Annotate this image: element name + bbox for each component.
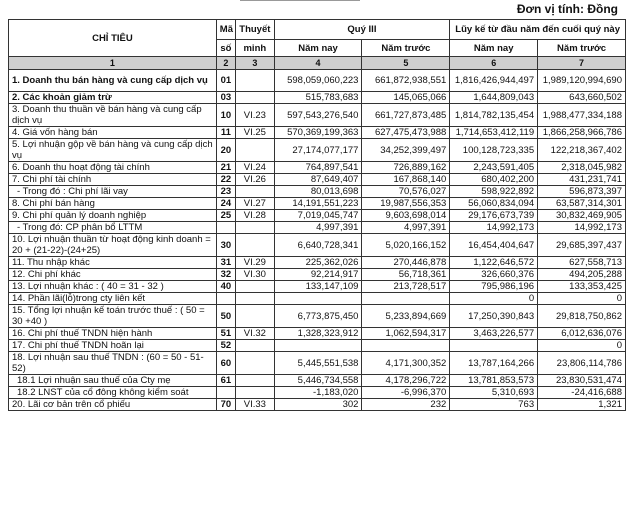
row-quarter-last-year: 4,997,391: [362, 222, 450, 234]
row-ytd-last-year: -24,416,688: [538, 387, 626, 399]
row-quarter-this-year: [274, 293, 362, 305]
row-ytd-this-year: 1,714,653,412,119: [450, 127, 538, 139]
row-ytd-last-year: 23,806,114,786: [538, 352, 626, 375]
row-code: 01: [216, 70, 235, 92]
row-note: VI.25: [236, 127, 275, 139]
row-note: [236, 222, 275, 234]
header-this-year-ytd: Năm nay: [450, 40, 538, 57]
row-item-label: 5. Lợi nhuận gộp về bán hàng và cung cấp dịch vụ: [9, 139, 217, 162]
row-note: VI.33: [236, 399, 275, 411]
row-ytd-last-year: 1,321: [538, 399, 626, 411]
row-quarter-this-year: 92,214,917: [274, 269, 362, 281]
table-row: [9, 70, 626, 92]
row-note: VI.29: [236, 257, 275, 269]
row-quarter-this-year: 87,649,407: [274, 174, 362, 186]
row-code: 11: [216, 127, 235, 139]
row-code: 70: [216, 399, 235, 411]
row-note: VI.27: [236, 198, 275, 210]
row-item-label: 4. Giá vốn hàng bán: [9, 127, 217, 139]
header-note-top: Thuyết: [236, 20, 275, 40]
row-quarter-last-year: 145,065,066: [362, 92, 450, 104]
row-ytd-last-year: 2,318,045,982: [538, 162, 626, 174]
row-ytd-this-year: 13,781,853,573: [450, 375, 538, 387]
row-ytd-last-year: 627,558,713: [538, 257, 626, 269]
table-body: [9, 70, 626, 411]
table-row: [9, 198, 626, 210]
table-row: [9, 340, 626, 352]
header-note-bottom: minh: [236, 40, 275, 57]
table-row: [9, 222, 626, 234]
row-item-label: - Trong đó: CP phân bổ LTTM: [9, 222, 217, 234]
row-ytd-last-year: 643,660,502: [538, 92, 626, 104]
row-note: [236, 305, 275, 328]
row-ytd-this-year: 326,660,376: [450, 269, 538, 281]
row-code: 10: [216, 104, 235, 127]
row-quarter-last-year: 4,171,300,352: [362, 352, 450, 375]
row-code: 52: [216, 340, 235, 352]
row-quarter-this-year: 598,059,060,223: [274, 70, 362, 92]
row-item-label: 12. Chi phí khác: [9, 269, 217, 281]
header-this-year: Năm nay: [274, 40, 362, 57]
row-code: 21: [216, 162, 235, 174]
header-code-bottom: số: [216, 40, 235, 57]
row-code: 51: [216, 328, 235, 340]
row-ytd-last-year: 0: [538, 293, 626, 305]
row-quarter-this-year: 5,445,551,538: [274, 352, 362, 375]
row-ytd-this-year: 1,644,809,043: [450, 92, 538, 104]
row-note: [236, 387, 275, 399]
table-row: [9, 92, 626, 104]
row-note: VI.26: [236, 174, 275, 186]
row-ytd-this-year: 16,454,404,647: [450, 234, 538, 257]
row-quarter-last-year: 167,868,140: [362, 174, 450, 186]
row-quarter-last-year: 70,576,027: [362, 186, 450, 198]
row-quarter-this-year: 5,446,734,558: [274, 375, 362, 387]
row-ytd-this-year: 0: [450, 293, 538, 305]
row-ytd-last-year: 1,988,477,334,188: [538, 104, 626, 127]
row-ytd-this-year: 2,243,591,405: [450, 162, 538, 174]
row-quarter-last-year: 213,728,517: [362, 281, 450, 293]
row-note: VI.23: [236, 104, 275, 127]
row-ytd-this-year: 763: [450, 399, 538, 411]
row-code: [216, 222, 235, 234]
table-row: [9, 293, 626, 305]
table-row: [9, 305, 626, 328]
row-code: 03: [216, 92, 235, 104]
row-item-label: 11. Thu nhập khác: [9, 257, 217, 269]
row-note: [236, 340, 275, 352]
row-item-label: 13. Lợi nhuận khác : ( 40 = 31 - 32 ): [9, 281, 217, 293]
table-row: [9, 234, 626, 257]
row-note: [236, 281, 275, 293]
income-statement-table: [8, 19, 626, 411]
row-ytd-this-year: 17,250,390,843: [450, 305, 538, 328]
row-quarter-this-year: 80,013,698: [274, 186, 362, 198]
top-cropped-line: [240, 0, 360, 4]
row-code: 40: [216, 281, 235, 293]
row-item-label: 2. Các khoản giảm trừ: [9, 92, 217, 104]
header-item: CHỈ TIÊU: [9, 20, 217, 57]
table-row: [9, 162, 626, 174]
row-quarter-this-year: 225,362,026: [274, 257, 362, 269]
row-item-label: 18.2 LNST của cổ đông không kiểm soát: [9, 387, 217, 399]
col-number: 7: [538, 57, 626, 70]
row-item-label: 3. Doanh thu thuần về bán hàng và cung cấp dịch vụ: [9, 104, 217, 127]
row-ytd-last-year: 431,231,741: [538, 174, 626, 186]
row-quarter-this-year: 570,369,199,363: [274, 127, 362, 139]
row-quarter-last-year: 9,603,698,014: [362, 210, 450, 222]
row-item-label: 6. Doanh thu hoạt động tài chính: [9, 162, 217, 174]
table-row: [9, 281, 626, 293]
table-row: [9, 352, 626, 375]
row-quarter-this-year: 14,191,551,223: [274, 198, 362, 210]
col-number: 6: [450, 57, 538, 70]
row-quarter-last-year: 4,178,296,722: [362, 375, 450, 387]
row-quarter-last-year: 661,872,938,551: [362, 70, 450, 92]
row-quarter-this-year: 302: [274, 399, 362, 411]
row-ytd-this-year: 14,992,173: [450, 222, 538, 234]
row-item-label: 20. Lãi cơ bản trên cổ phiếu: [9, 399, 217, 411]
row-quarter-this-year: -1,183,020: [274, 387, 362, 399]
table-row: [9, 139, 626, 162]
row-quarter-last-year: 270,446,878: [362, 257, 450, 269]
row-quarter-this-year: 6,640,728,341: [274, 234, 362, 257]
row-ytd-last-year: 6,012,636,076: [538, 328, 626, 340]
row-note: [236, 234, 275, 257]
row-ytd-last-year: 30,832,469,905: [538, 210, 626, 222]
row-code: 50: [216, 305, 235, 328]
row-code: [216, 293, 235, 305]
row-ytd-this-year: 100,128,723,335: [450, 139, 538, 162]
row-quarter-last-year: 19,987,556,353: [362, 198, 450, 210]
row-note: VI.32: [236, 328, 275, 340]
col-number: 1: [9, 57, 217, 70]
row-note: [236, 92, 275, 104]
row-code: 60: [216, 352, 235, 375]
col-number: 3: [236, 57, 275, 70]
row-note: [236, 375, 275, 387]
row-ytd-last-year: 14,992,173: [538, 222, 626, 234]
row-quarter-this-year: 27,174,077,177: [274, 139, 362, 162]
row-item-label: 18. Lợi nhuận sau thuế TNDN : (60 = 50 - 51-52): [9, 352, 217, 375]
row-ytd-last-year: 29,685,397,437: [538, 234, 626, 257]
col-number: 4: [274, 57, 362, 70]
row-note: [236, 139, 275, 162]
row-ytd-this-year: 3,463,226,577: [450, 328, 538, 340]
row-ytd-this-year: 1,814,782,135,454: [450, 104, 538, 127]
row-note: [236, 293, 275, 305]
row-ytd-this-year: 598,922,892: [450, 186, 538, 198]
table-row: [9, 328, 626, 340]
row-ytd-last-year: 1,989,120,994,690: [538, 70, 626, 92]
row-quarter-this-year: 764,897,541: [274, 162, 362, 174]
row-quarter-this-year: 7,019,045,747: [274, 210, 362, 222]
header-ytd: Lũy kế từ đầu năm đến cuối quý này: [450, 20, 626, 40]
row-item-label: 7. Chi phí tài chính: [9, 174, 217, 186]
row-ytd-last-year: 1,866,258,966,786: [538, 127, 626, 139]
row-note: VI.30: [236, 269, 275, 281]
row-ytd-last-year: 63,587,314,301: [538, 198, 626, 210]
unit-label: Đơn vị tính: Đồng: [516, 2, 618, 16]
row-note: [236, 186, 275, 198]
row-quarter-this-year: 6,773,875,450: [274, 305, 362, 328]
row-code: 30: [216, 234, 235, 257]
table-row: [9, 387, 626, 399]
col-number: 5: [362, 57, 450, 70]
table-row: [9, 127, 626, 139]
row-code: 61: [216, 375, 235, 387]
row-quarter-this-year: [274, 340, 362, 352]
row-quarter-last-year: 1,062,594,317: [362, 328, 450, 340]
row-item-label: - Trong đó : Chi phí lãi vay: [9, 186, 217, 198]
row-ytd-this-year: 1,816,426,944,497: [450, 70, 538, 92]
col-number: 2: [216, 57, 235, 70]
row-note: VI.28: [236, 210, 275, 222]
row-item-label: 14. Phần lãi(lỗ)trong cty liên kết: [9, 293, 217, 305]
row-ytd-last-year: 133,353,425: [538, 281, 626, 293]
row-quarter-this-year: 515,783,683: [274, 92, 362, 104]
row-code: 25: [216, 210, 235, 222]
table-row: [9, 174, 626, 186]
row-item-label: 8. Chi phí bán hàng: [9, 198, 217, 210]
row-item-label: 16. Chi phí thuế TNDN hiện hành: [9, 328, 217, 340]
row-item-label: 17. Chi phí thuế TNDN hoãn lại: [9, 340, 217, 352]
row-item-label: 15. Tổng lợi nhuận kế toán trước thuế : ( 50 = 30 +40 ): [9, 305, 217, 328]
row-quarter-last-year: 627,475,473,988: [362, 127, 450, 139]
row-ytd-this-year: 56,060,834,094: [450, 198, 538, 210]
row-quarter-last-year: -6,996,370: [362, 387, 450, 399]
row-ytd-this-year: 5,310,693: [450, 387, 538, 399]
row-ytd-last-year: 29,818,750,862: [538, 305, 626, 328]
row-quarter-last-year: 5,020,166,152: [362, 234, 450, 257]
row-code: [216, 387, 235, 399]
table-row: [9, 257, 626, 269]
table-row: [9, 399, 626, 411]
row-note: VI.24: [236, 162, 275, 174]
row-ytd-last-year: 122,218,367,402: [538, 139, 626, 162]
row-quarter-this-year: 133,147,109: [274, 281, 362, 293]
row-item-label: 1. Doanh thu bán hàng và cung cấp dịch vụ: [9, 70, 217, 92]
table-row: [9, 269, 626, 281]
row-quarter-this-year: 597,543,276,540: [274, 104, 362, 127]
row-quarter-last-year: 726,889,162: [362, 162, 450, 174]
row-note: [236, 70, 275, 92]
row-ytd-last-year: 494,205,288: [538, 269, 626, 281]
row-ytd-this-year: 1,122,646,572: [450, 257, 538, 269]
row-ytd-this-year: [450, 340, 538, 352]
row-quarter-last-year: [362, 340, 450, 352]
row-quarter-last-year: 56,718,361: [362, 269, 450, 281]
row-quarter-this-year: 1,328,323,912: [274, 328, 362, 340]
table-row: [9, 186, 626, 198]
header-last-year: Năm trước: [362, 40, 450, 57]
header-code-top: Mã: [216, 20, 235, 40]
row-ytd-last-year: 596,873,397: [538, 186, 626, 198]
row-code: 22: [216, 174, 235, 186]
row-ytd-this-year: 680,402,200: [450, 174, 538, 186]
row-note: [236, 352, 275, 375]
row-item-label: 9. Chi phí quản lý doanh nghiệp: [9, 210, 217, 222]
row-ytd-this-year: 29,176,673,739: [450, 210, 538, 222]
row-quarter-last-year: 34,252,399,497: [362, 139, 450, 162]
row-code: 24: [216, 198, 235, 210]
row-quarter-last-year: 5,233,894,669: [362, 305, 450, 328]
table-row: [9, 375, 626, 387]
row-ytd-last-year: 23,830,531,474: [538, 375, 626, 387]
header-quarter: Quý III: [274, 20, 450, 40]
row-code: 20: [216, 139, 235, 162]
row-code: 31: [216, 257, 235, 269]
row-item-label: 10. Lợi nhuận thuần từ hoạt động kinh doanh = 20 + (21-22)-(24+25): [9, 234, 217, 257]
row-quarter-last-year: 661,727,873,485: [362, 104, 450, 127]
table-row: [9, 104, 626, 127]
row-code: 23: [216, 186, 235, 198]
table-row: [9, 210, 626, 222]
row-ytd-last-year: 0: [538, 340, 626, 352]
header-last-year-ytd: Năm trước: [538, 40, 626, 57]
row-quarter-this-year: 4,997,391: [274, 222, 362, 234]
row-ytd-this-year: 13,787,164,266: [450, 352, 538, 375]
row-quarter-last-year: 232: [362, 399, 450, 411]
row-ytd-this-year: 795,986,196: [450, 281, 538, 293]
row-item-label: 18.1 Lợi nhuận sau thuế của Cty mẹ: [9, 375, 217, 387]
row-code: 32: [216, 269, 235, 281]
row-quarter-last-year: [362, 293, 450, 305]
